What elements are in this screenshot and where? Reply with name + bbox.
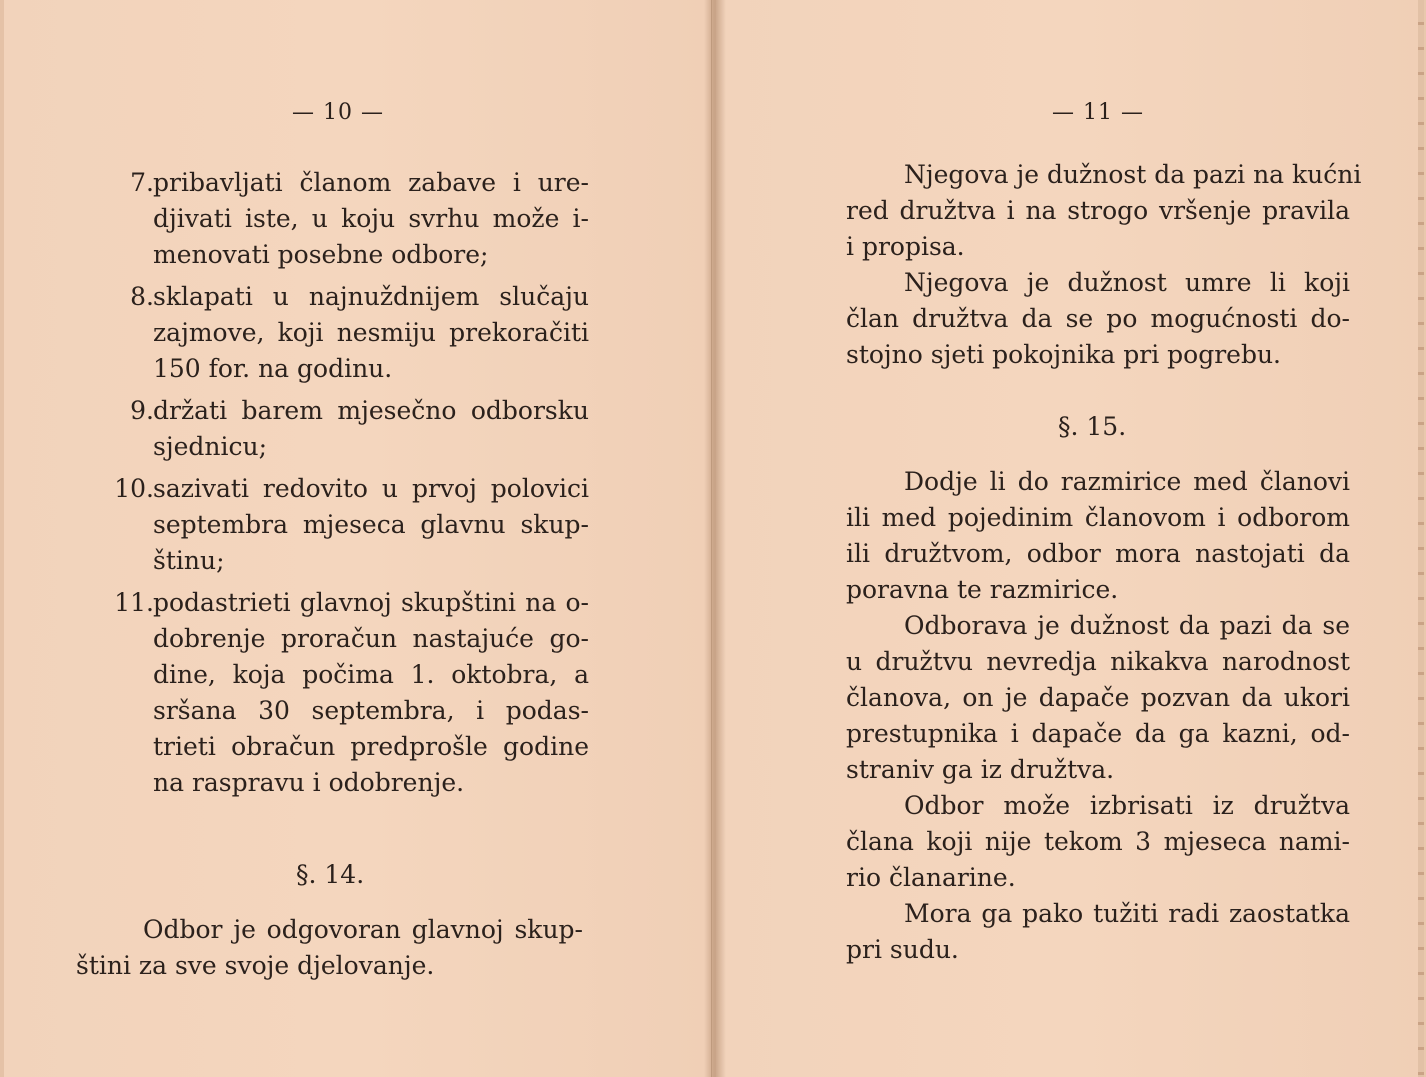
- paragraph-line: i propisa.: [846, 232, 965, 261]
- list-item-line: zajmove, koji nesmiju prekoračiti: [153, 318, 589, 347]
- paragraph-line: Njegova je dužnost da pazi na kućni: [904, 160, 1362, 189]
- paragraph-line: Odborava je dužnost da pazi da se: [904, 611, 1350, 640]
- section-14-line: štini za sve svoje djelovanje.: [76, 951, 435, 980]
- list-item-line: dine, koja počima 1. oktobra, a: [153, 660, 589, 689]
- list-item-line: podastrieti glavnoj skupštini na o-: [153, 588, 589, 617]
- paragraph-line: rio članarine.: [846, 863, 1016, 892]
- list-item-line: 150 for. na godinu.: [153, 354, 393, 383]
- list-item-number: 9.: [130, 396, 154, 425]
- right-page: [716, 0, 1424, 1077]
- paragraph-line: red družtva i na strogo vršenje pravila: [846, 196, 1350, 225]
- paragraph-line: članova, on je dapače pozvan da ukori: [846, 683, 1350, 712]
- list-item-line: sazivati redovito u prvoj polovici: [153, 474, 589, 503]
- list-item-line: štinu;: [153, 546, 225, 575]
- paragraph-line: stojno sjeti pokojnika pri pogrebu.: [846, 340, 1281, 369]
- paragraph-line: Dodje li do razmirice med članovi: [904, 467, 1350, 496]
- paragraph-line: Njegova je dužnost umre li koji: [904, 268, 1350, 297]
- book-spine: [704, 0, 726, 1077]
- section-heading-15: §. 15.: [1058, 412, 1127, 441]
- paragraph-line: straniv ga iz družtva.: [846, 755, 1115, 784]
- page-number-left: — 10 —: [292, 100, 384, 125]
- section-14-line: Odbor je odgovoran glavnoj skup-: [143, 915, 583, 944]
- list-item-line: sjednicu;: [153, 432, 268, 461]
- paragraph-line: Mora ga pako tužiti radi zaostatka: [904, 899, 1350, 928]
- list-item-line: septembra mjeseca glavnu skup-: [153, 510, 589, 539]
- paragraph-line: ili med pojedinim članovom i odborom: [846, 503, 1350, 532]
- paragraph-line: ili družtvom, odbor mora nastojati da: [846, 539, 1350, 568]
- section-heading-14: §. 14.: [296, 860, 365, 889]
- paragraph-line: član družtva da se po mogućnosti do-: [846, 304, 1350, 333]
- list-item-line: pribavljati članom zabave i ure-: [153, 168, 589, 197]
- paragraph-line: poravna te razmirice.: [846, 575, 1119, 604]
- list-item-line: djivati iste, u koju svrhu može i-: [153, 204, 589, 233]
- page-edge-right: [1418, 0, 1424, 1077]
- list-item-line: trieti obračun predprošle godine: [153, 732, 589, 761]
- list-item-number: 11.: [114, 588, 154, 617]
- list-item-number: 8.: [130, 282, 154, 311]
- list-item-number: 7.: [130, 168, 154, 197]
- left-page: [0, 0, 712, 1077]
- paragraph-line: člana koji nije tekom 3 mjeseca nami-: [846, 827, 1350, 856]
- list-item-line: dobrenje proračun nastajuće go-: [153, 624, 589, 653]
- list-item-line: menovati posebne odbore;: [153, 240, 489, 269]
- page-edge-left: [0, 0, 4, 1077]
- list-item-line: sršana 30 septembra, i podas-: [153, 696, 589, 725]
- list-item-line: na raspravu i odobrenje.: [153, 768, 465, 797]
- paragraph-line: Odbor može izbrisati iz družtva: [904, 791, 1350, 820]
- list-item-number: 10.: [114, 474, 154, 503]
- list-item-line: držati barem mjesečno odborsku: [153, 396, 589, 425]
- paragraph-line: pri sudu.: [846, 935, 959, 964]
- page-number-right: — 11 —: [1052, 100, 1144, 125]
- paragraph-line: prestupnika i dapače da ga kazni, od-: [846, 719, 1350, 748]
- list-item-line: sklapati u najnuždnijem slučaju: [153, 282, 589, 311]
- paragraph-line: u družtvu nevredja nikakva narodnost: [846, 647, 1350, 676]
